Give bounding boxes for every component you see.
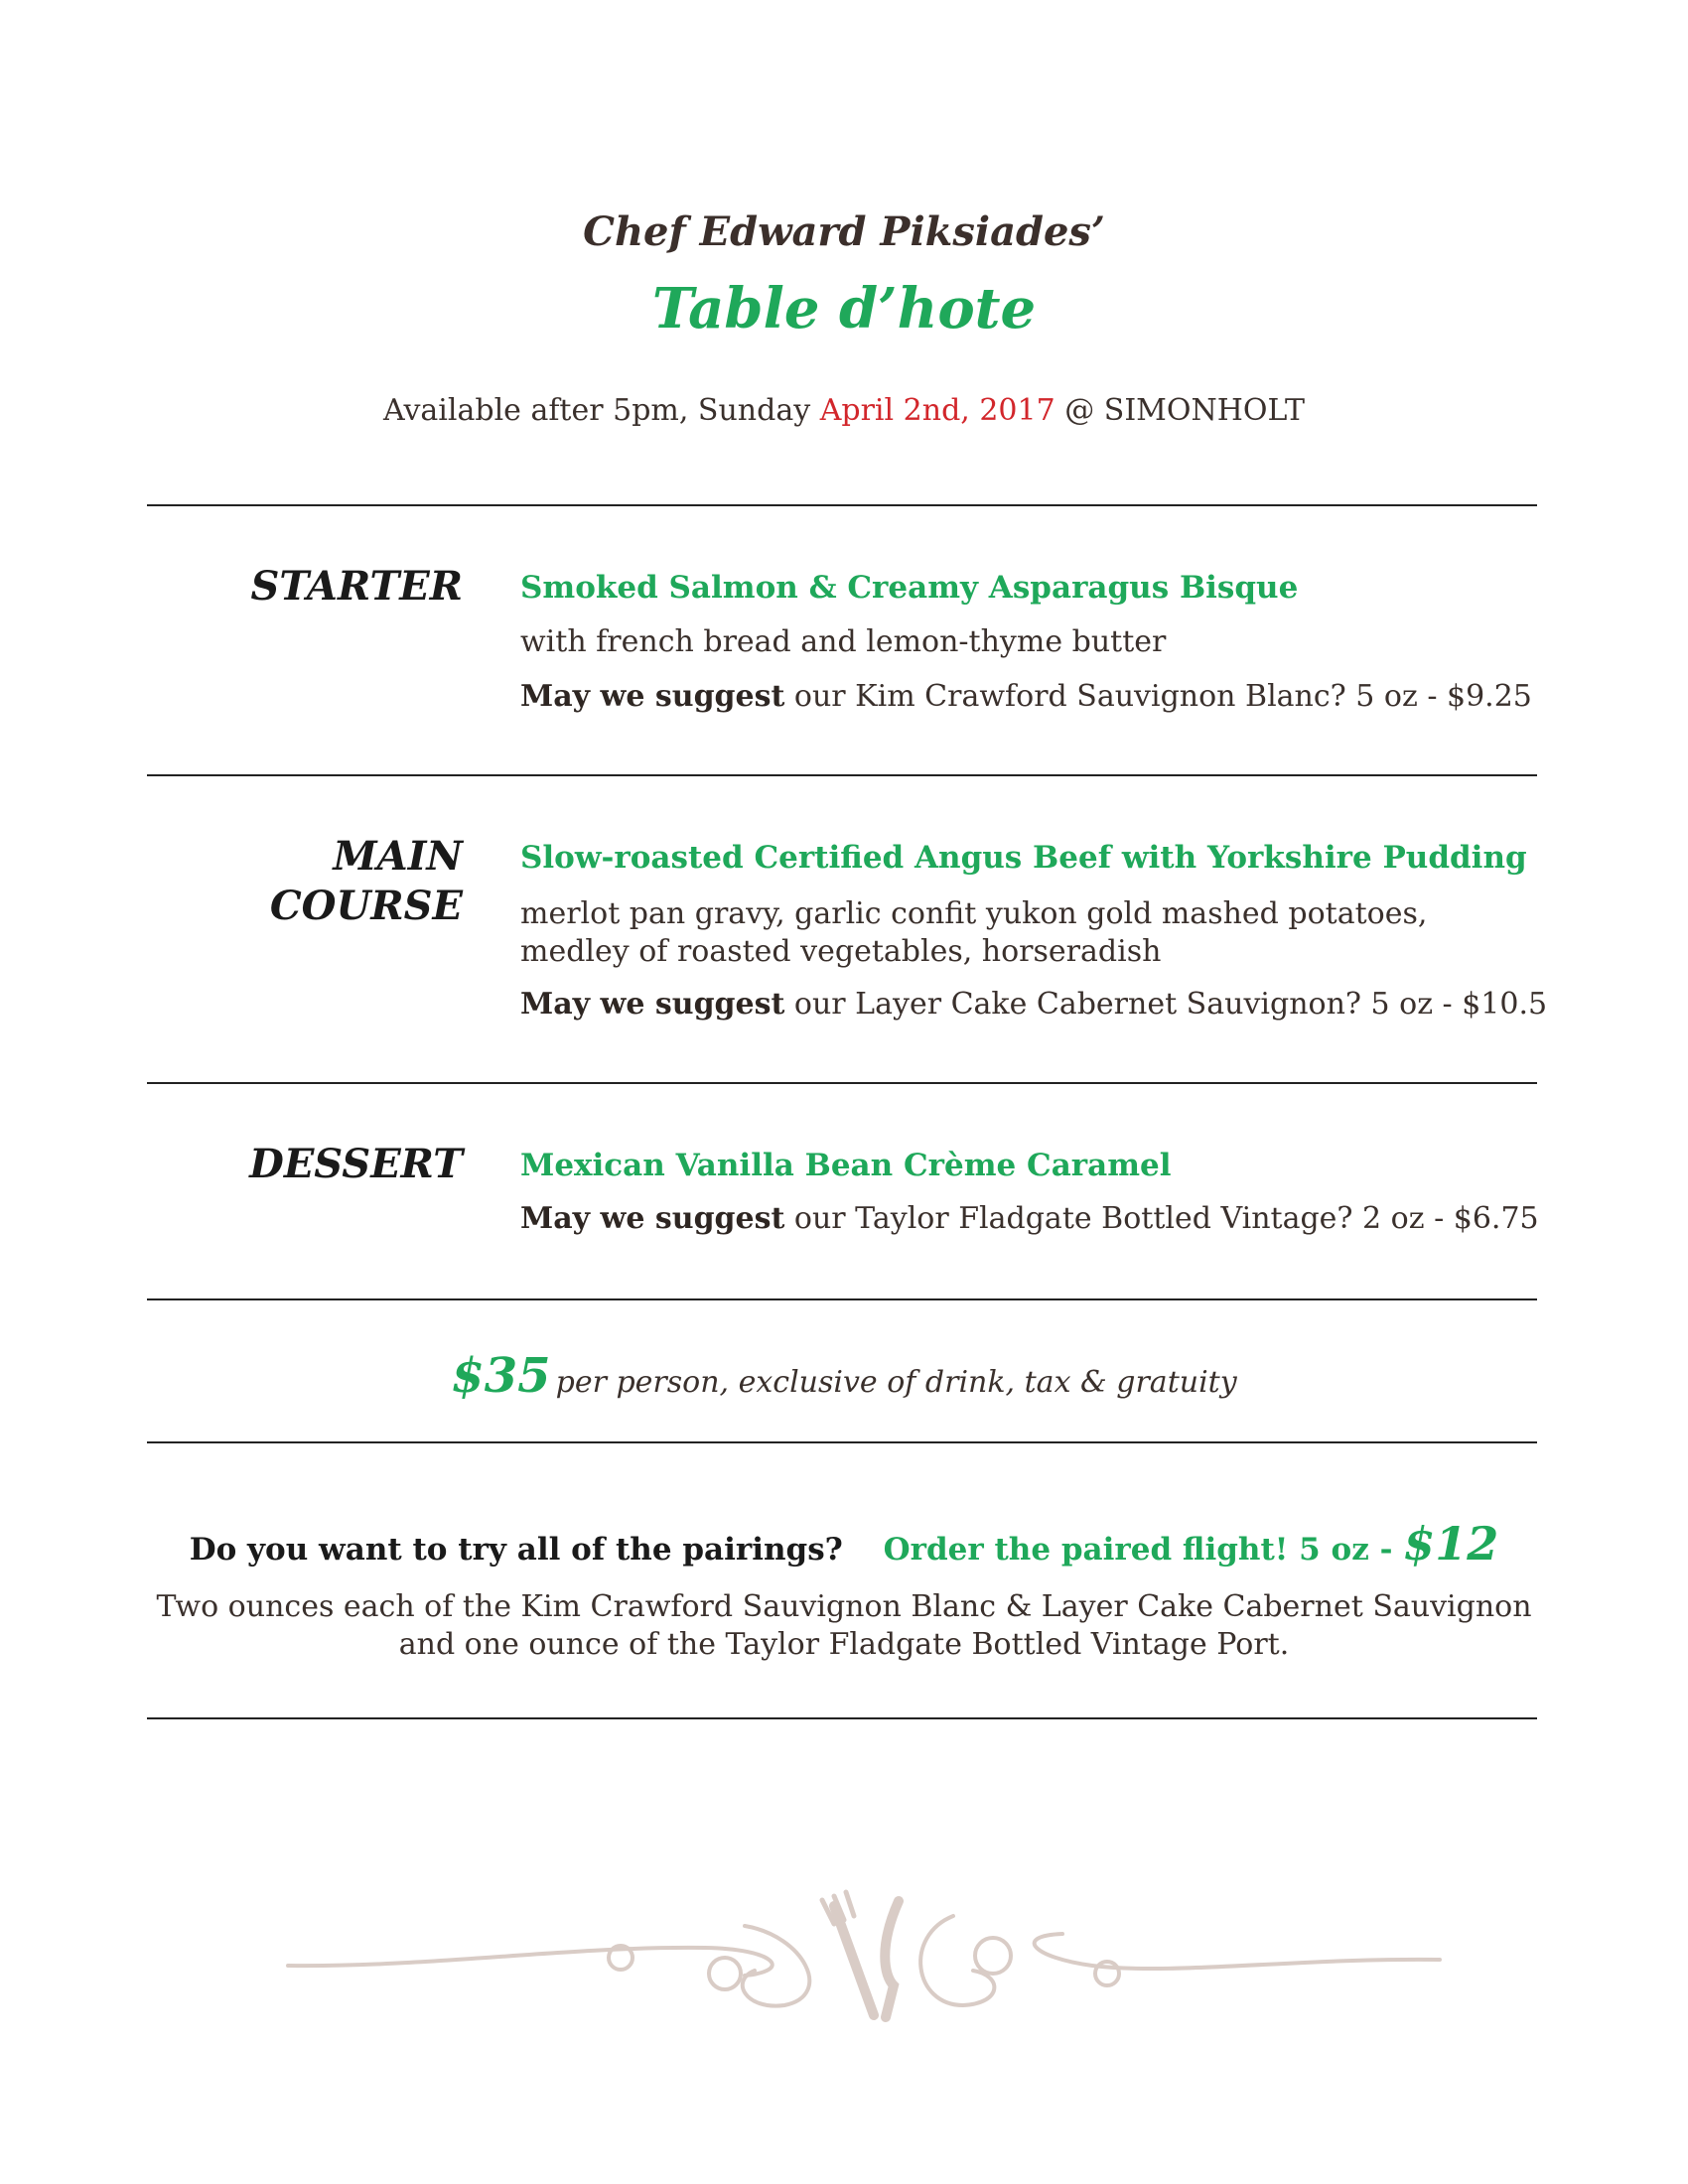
availability-line (0, 393, 1688, 428)
fork-icon (834, 1906, 874, 2015)
divider (147, 1298, 1537, 1300)
pairing-starter (520, 679, 1533, 714)
availability-date: April 2nd, 2017 (819, 393, 1055, 428)
flourish-right-circle (975, 1938, 1011, 1974)
divider (147, 1082, 1537, 1084)
pairing-lead: May we suggest (520, 987, 785, 1022)
flight-offer-line (0, 1517, 1688, 1570)
flourish-right-swirl (1035, 1934, 1440, 1969)
pairing-lead: May we suggest (520, 1201, 785, 1236)
pairing-text: our Layer Cake Cabernet Sauvignon? 5 oz - $10.5 (793, 987, 1548, 1022)
price-amount: $35 (451, 1348, 551, 1404)
pairing-text: our Kim Crawford Sauvignon Blanc? 5 oz - $9.25 (793, 679, 1532, 714)
flight-description-line1: Two ounces each of the Kim Crawford Sauvignon Blanc & Layer Cake Cabernet Sauvignon (156, 1589, 1532, 1624)
course-label-main-line1: MAIN (333, 833, 463, 880)
course-label-starter: STARTER (250, 563, 463, 610)
flight-description (0, 1588, 1688, 1664)
dish-name-main: Slow-roasted Certified Angus Beef with Yorkshire Pudding (520, 840, 1527, 876)
divider (147, 1717, 1537, 1719)
flight-description-line2: and one ounce of the Taylor Fladgate Bottled Vintage Port. (398, 1627, 1290, 1662)
course-label-main-line2: COURSE (269, 883, 463, 929)
divider (147, 504, 1537, 506)
flight-question: Do you want to try all of the pairings? (189, 1532, 843, 1568)
flight-price: $12 (1403, 1517, 1499, 1570)
flight-offer: Order the paired flight! 5 oz - (883, 1532, 1393, 1568)
knife-icon (885, 1901, 899, 2017)
pairing-lead: May we suggest (520, 679, 785, 714)
flourish-left-swirl (288, 1948, 773, 1976)
flourish-left-circle (709, 1958, 741, 1989)
flourish-ornament (278, 1886, 1450, 2025)
divider (147, 1441, 1537, 1443)
price-note: per person, exclusive of drink, tax & gratuity (555, 1365, 1237, 1400)
course-label-dessert: DESSERT (249, 1141, 463, 1187)
dish-description-main: merlot pan gravy, garlic confit yukon gold mashed potatoes, medley of roasted vegetables, horseradish (520, 896, 1428, 969)
pairing-text: our Taylor Fladgate Bottled Vintage? 2 oz - $6.75 (793, 1201, 1539, 1236)
dish-name-starter: Smoked Salmon & Creamy Asparagus Bisque (520, 570, 1299, 606)
flourish-right-curl (920, 1916, 994, 2005)
pairing-dessert (520, 1201, 1539, 1236)
chef-name: Chef Edward Piksiades’ (583, 208, 1105, 255)
dish-description-starter: with french bread and lemon-thyme butter (520, 624, 1167, 659)
flourish-left-curl (743, 1926, 809, 2006)
price-line (0, 1348, 1688, 1404)
availability-prefix: Available after 5pm, Sunday (383, 393, 811, 428)
dish-name-dessert: Mexican Vanilla Bean Crème Caramel (520, 1148, 1172, 1183)
pairing-main (520, 987, 1548, 1022)
divider (147, 774, 1537, 776)
page-title: Table d’hote (651, 276, 1037, 341)
availability-suffix: @ SIMONHOLT (1064, 393, 1305, 428)
